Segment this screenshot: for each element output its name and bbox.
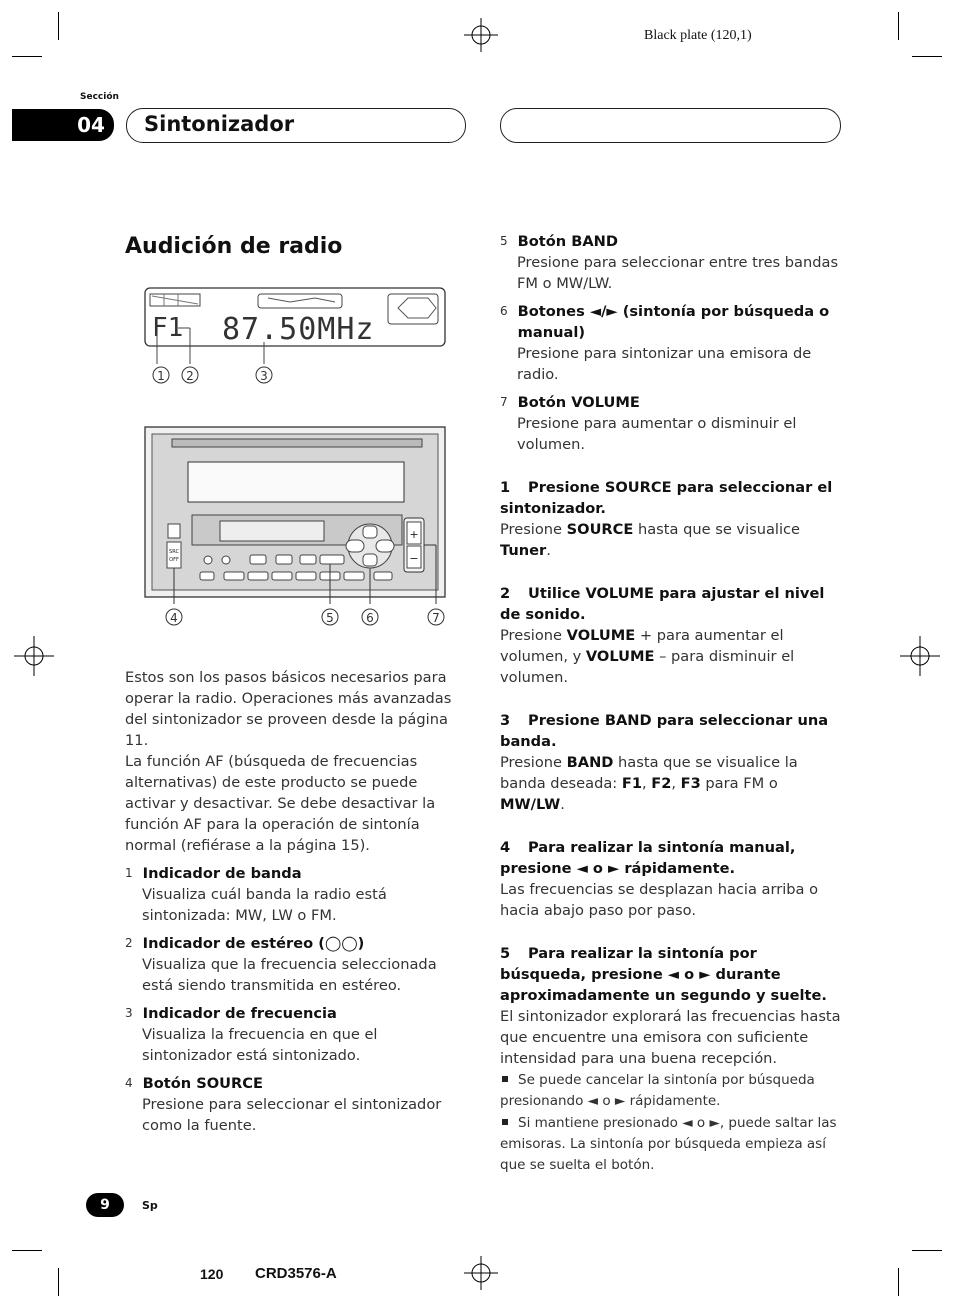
off-button-label: OFF bbox=[169, 557, 179, 563]
legend-description: Presione para aumentar o disminuir el volumen. bbox=[517, 415, 797, 453]
registration-mark bbox=[464, 18, 498, 52]
registration-mark bbox=[14, 636, 54, 676]
step-number: 3 bbox=[500, 712, 511, 729]
step-heading bbox=[500, 583, 842, 625]
step-number: 2 bbox=[500, 585, 511, 602]
right-column bbox=[500, 231, 842, 1176]
volume-plus-label: + bbox=[409, 528, 419, 541]
legend-item bbox=[125, 1003, 465, 1066]
step bbox=[500, 477, 842, 561]
step-note: Si mantiene presionado ◄ o ►, puede saltar las emisoras. La sintonía por búsqueda empieza así que se suelta el botón. bbox=[500, 1115, 837, 1173]
crop-mark bbox=[898, 12, 899, 40]
display-figure bbox=[140, 286, 450, 390]
display-band: F1 bbox=[152, 313, 184, 343]
legend-number: 1 bbox=[125, 866, 133, 880]
step-title: Para realizar la sintonía por búsqueda, presione ◄ o ► durante aproximadamente un segundo y suelte. bbox=[500, 945, 827, 1004]
callout-6: 6 bbox=[366, 611, 374, 625]
legend-title: Indicador de estéreo (◯◯) bbox=[142, 935, 365, 952]
crop-mark bbox=[12, 1250, 42, 1251]
crop-mark bbox=[12, 56, 42, 57]
legend-description: Visualiza la frecuencia en que el sintonizador está sintonizado. bbox=[142, 1026, 378, 1064]
step-heading bbox=[500, 837, 842, 879]
callout-1: 1 bbox=[157, 369, 165, 383]
display-frequency: 87.50MHz bbox=[222, 312, 375, 347]
legend-number: 4 bbox=[125, 1076, 133, 1090]
legend-number: 5 bbox=[500, 234, 508, 248]
intro-paragraph: Estos son los pasos básicos necesarios para operar la radio. Operaciones más avanzadas del sintonizador se proveen desde la página 11. bbox=[125, 669, 452, 749]
step-number: 5 bbox=[500, 945, 511, 962]
step-number: 4 bbox=[500, 839, 511, 856]
step-heading bbox=[500, 477, 842, 519]
crop-mark bbox=[898, 1268, 899, 1296]
legend-number: 6 bbox=[500, 304, 508, 318]
legend-item bbox=[125, 933, 465, 996]
section-title: Sintonizador bbox=[144, 112, 295, 136]
page-number: 9 bbox=[86, 1193, 124, 1217]
legend-title: Indicador de frecuencia bbox=[142, 1005, 337, 1022]
step-title: Para realizar la sintonía manual, presione ◄ o ► rápidamente. bbox=[500, 839, 796, 877]
legend-description: Visualiza cuál banda la radio está sintonizada: MW, LW o FM. bbox=[142, 886, 387, 924]
volume-minus-label: − bbox=[409, 552, 419, 565]
step bbox=[500, 837, 842, 921]
legend-title: Indicador de banda bbox=[142, 865, 302, 882]
page-title: Audición de radio bbox=[125, 234, 343, 259]
section-number: 04 bbox=[12, 109, 114, 141]
legend-number: 3 bbox=[125, 1006, 133, 1020]
callout-7: 7 bbox=[432, 611, 440, 625]
legend-item bbox=[125, 863, 465, 926]
legend-title: Botón SOURCE bbox=[142, 1075, 263, 1092]
legend-description: Visualiza que la frecuencia seleccionada está siendo transmitida en estéreo. bbox=[142, 956, 437, 994]
head-unit-figure bbox=[140, 422, 450, 634]
step-title: Utilice VOLUME para ajustar el nivel de sonido. bbox=[500, 585, 825, 623]
language-code: Sp bbox=[142, 1199, 158, 1212]
document-code: CRD3576-A bbox=[255, 1265, 337, 1282]
step bbox=[500, 583, 842, 688]
legend-item bbox=[125, 1073, 465, 1136]
step-title: Presione BAND para seleccionar una banda. bbox=[500, 712, 829, 750]
step-body: Las frecuencias se desplazan hacia arriba o hacia abajo paso por paso. bbox=[500, 881, 819, 919]
plate-label: Black plate (120,1) bbox=[644, 28, 752, 43]
registration-mark bbox=[464, 1256, 498, 1290]
src-button-label: SRC bbox=[169, 549, 179, 555]
step-heading bbox=[500, 710, 842, 752]
legend-title: Botones ◄/► (sintonía por búsqueda o manual) bbox=[517, 303, 830, 341]
callout-3: 3 bbox=[260, 369, 268, 383]
callout-4: 4 bbox=[170, 611, 178, 625]
step-note: Se puede cancelar la sintonía por búsqueda presionando ◄ o ► rápidamente. bbox=[500, 1072, 815, 1109]
legend-number: 2 bbox=[125, 936, 133, 950]
step-body: Presione BAND hasta que se visualice la banda deseada: F1, F2, F3 para FM o MW/LW. bbox=[500, 754, 798, 813]
legend-item bbox=[500, 231, 842, 294]
bullet-square-icon bbox=[502, 1119, 508, 1125]
header-empty-box bbox=[500, 108, 841, 143]
step-body: Presione VOLUME + para aumentar el volumen, y VOLUME – para disminuir el volumen. bbox=[500, 627, 795, 686]
section-label: Sección bbox=[80, 92, 119, 102]
crop-mark bbox=[912, 1250, 942, 1251]
step-heading bbox=[500, 943, 842, 1006]
crop-mark bbox=[912, 56, 942, 57]
left-column bbox=[125, 667, 465, 1136]
legend-description: Presione para seleccionar el sintonizador como la fuente. bbox=[142, 1096, 442, 1134]
legend-item bbox=[500, 392, 842, 455]
legend-description: Presione para seleccionar entre tres bandas FM o MW/LW. bbox=[517, 254, 839, 292]
intro-paragraph: La función AF (búsqueda de frecuencias alternativas) de este producto se puede activar y desactivar. Se debe desactivar la función AF para la operación de sintonía normal (refiérase a la página 15). bbox=[125, 753, 436, 854]
registration-mark bbox=[900, 636, 940, 676]
crop-mark bbox=[58, 12, 59, 40]
legend-title: Botón BAND bbox=[517, 233, 619, 250]
step-number: 1 bbox=[500, 479, 511, 496]
bullet-square-icon bbox=[502, 1076, 508, 1082]
callout-2: 2 bbox=[186, 369, 194, 383]
callout-5: 5 bbox=[326, 611, 334, 625]
legend-description: Presione para sintonizar una emisora de radio. bbox=[517, 345, 812, 383]
legend-item bbox=[500, 301, 842, 385]
legend-number: 7 bbox=[500, 395, 508, 409]
step bbox=[500, 710, 842, 815]
step-title: Presione SOURCE para seleccionar el sintonizador. bbox=[500, 479, 833, 517]
step bbox=[500, 943, 842, 1176]
step-body: El sintonizador explorará las frecuencias hasta que encuentre una emisora con suficiente intensidad para una buena recepción. bbox=[500, 1008, 841, 1067]
step-body: Presione SOURCE hasta que se visualice Tuner. bbox=[500, 521, 801, 559]
print-page-number: 120 bbox=[200, 1266, 224, 1282]
legend-title: Botón VOLUME bbox=[517, 394, 640, 411]
crop-mark bbox=[58, 1268, 59, 1296]
